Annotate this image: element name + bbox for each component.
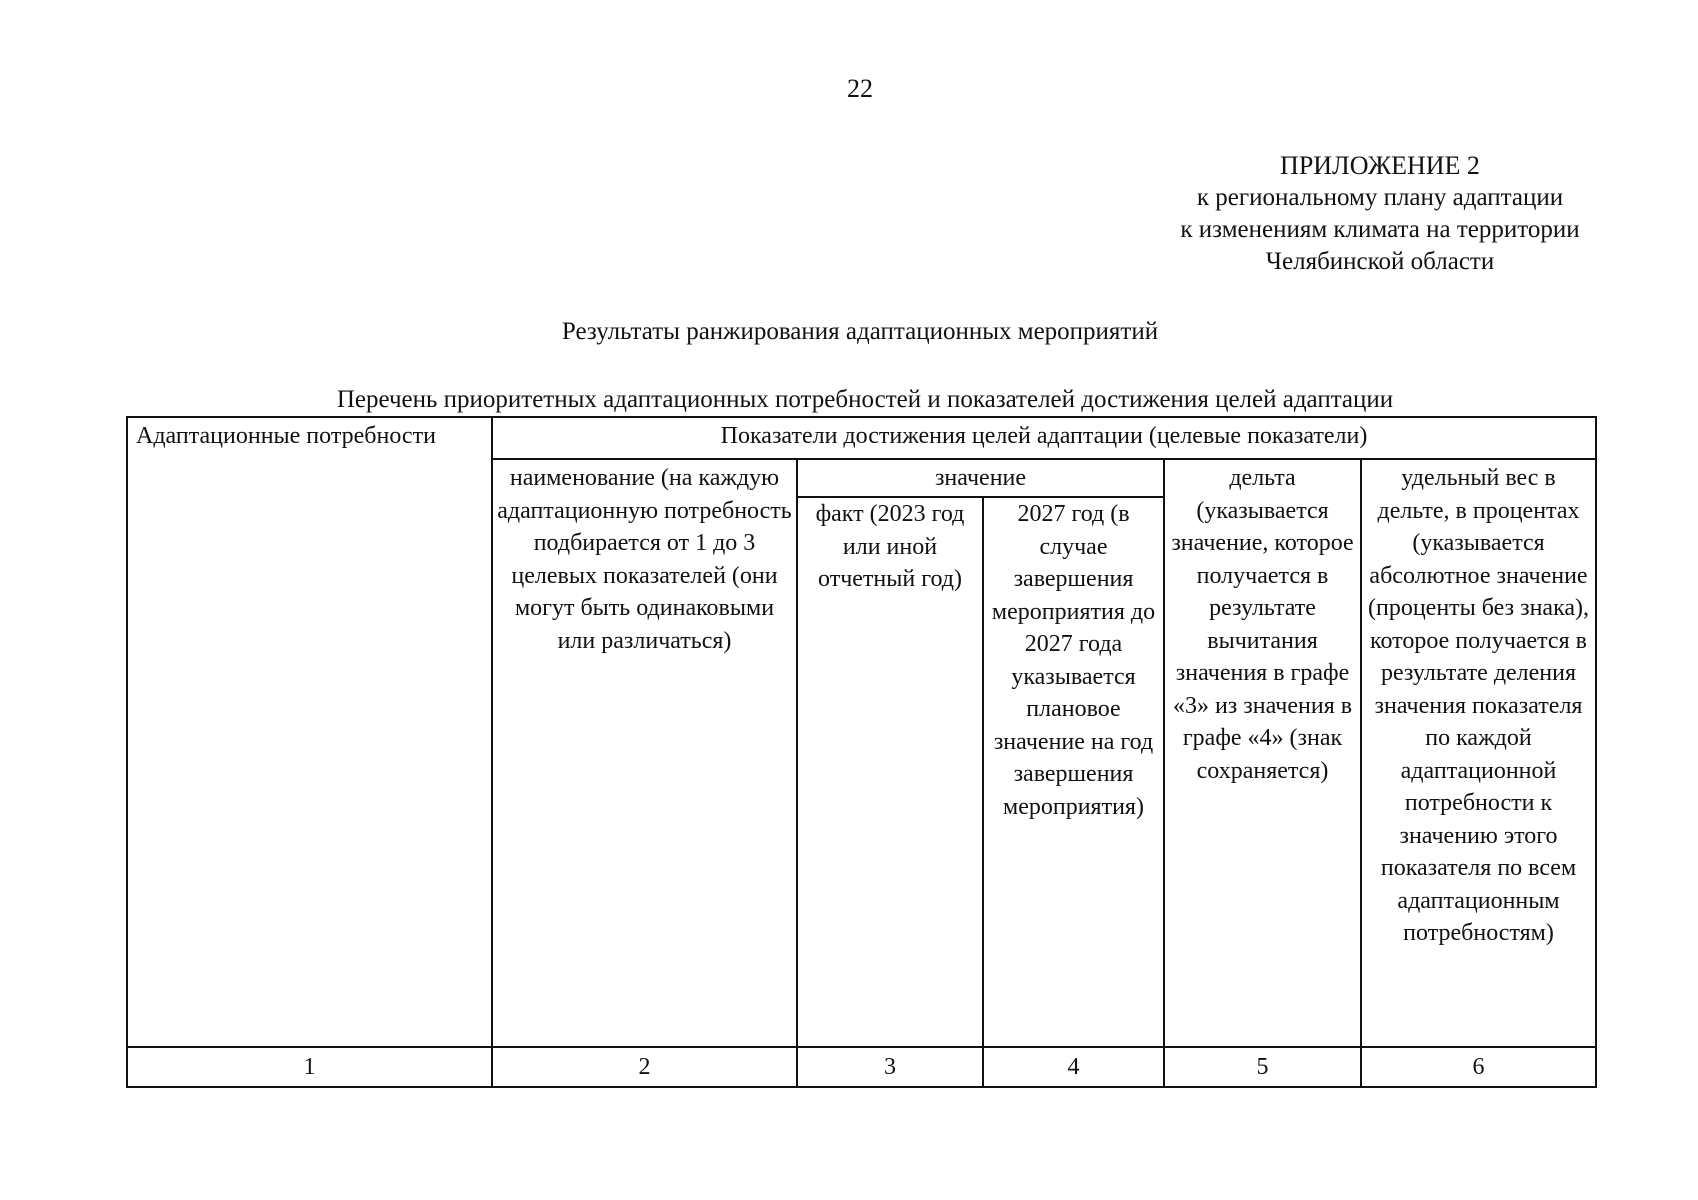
appendix-line-1: к региональному плану адаптации: [1196, 184, 1564, 211]
column-number-1: 1: [127, 1047, 492, 1087]
page-number: 22: [847, 74, 873, 103]
column-number-3: 3: [797, 1047, 983, 1087]
appendix-line-2: к изменениям климата на территории: [1180, 216, 1580, 243]
column-numbers-row: [127, 1047, 1596, 1087]
header-adaptation-needs: Адаптационные потребности: [127, 417, 492, 1047]
column-number-2: 2: [492, 1047, 797, 1087]
column-number-5: 5: [1164, 1047, 1361, 1087]
document-title: Результаты ранжирования адаптационных мероприятий: [561, 318, 1159, 345]
indicators-table: [126, 416, 1597, 1088]
header-value: значение: [797, 459, 1164, 497]
header-indicator-name: наименование (на каждую адаптационную потребность подбирается от 1 до 3 целевых показателей (они могут быть одинаковыми или различаться): [492, 459, 797, 1047]
header-2027: 2027 год (в случае завершения мероприятия до 2027 года указывается плановое значение на год завершения мероприятия): [983, 497, 1164, 1047]
header-delta: дельта (указывается значение, которое получается в результате вычитания значения в графе «3» из значения в графе «4» (знак сохраняется): [1164, 459, 1361, 1047]
header-delta-share: удельный вес в дельте, в процентах (указывается абсолютное значение (проценты без знака), которое получается в результате деления значения показателя по каждой адаптационной потребности к значению этого показателя по всем адаптационным потребностям): [1361, 459, 1596, 1047]
appendix-title: ПРИЛОЖЕНИЕ 2: [1280, 151, 1480, 180]
appendix-block: [1100, 150, 1660, 278]
column-number-4: 4: [983, 1047, 1164, 1087]
appendix-line-3: Челябинской области: [1265, 248, 1495, 275]
table-caption: Перечень приоритетных адаптационных потребностей и показателей достижения целей адаптации: [336, 386, 1394, 413]
header-fact: факт (2023 год или иной отчетный год): [797, 497, 983, 1047]
table-header-row-1: [127, 417, 1596, 459]
column-number-6: 6: [1361, 1047, 1596, 1087]
header-indicators: Показатели достижения целей адаптации (целевые показатели): [492, 417, 1596, 459]
